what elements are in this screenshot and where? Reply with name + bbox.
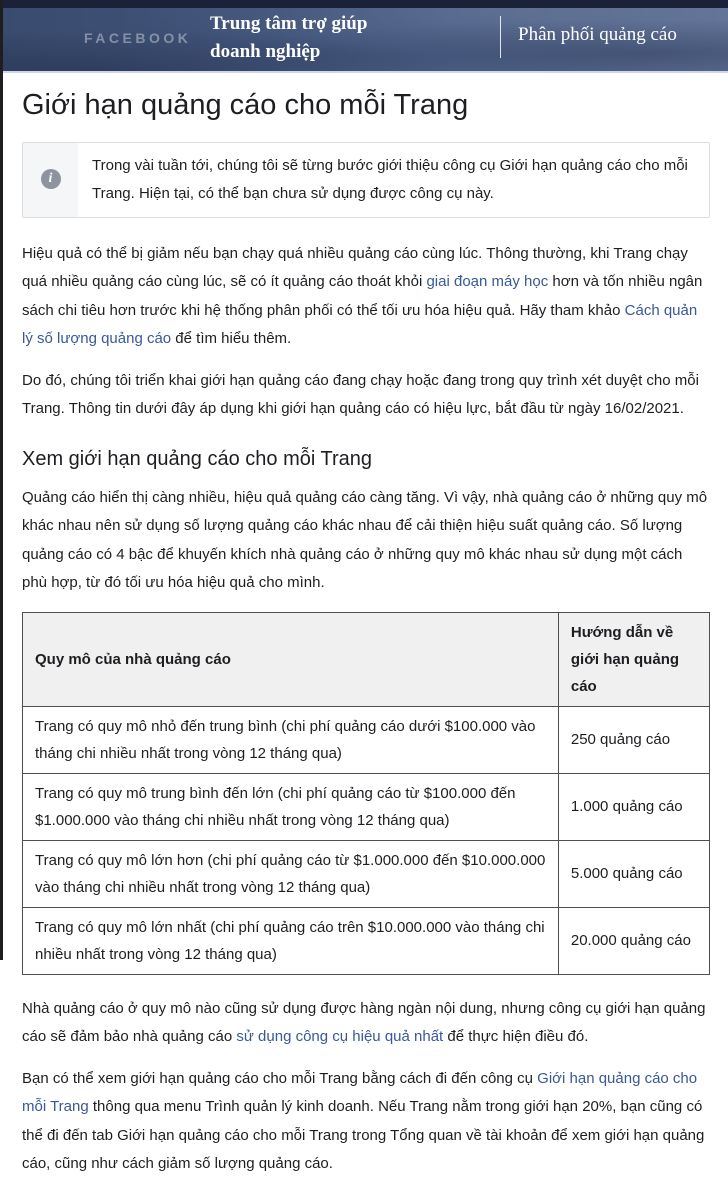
article-content xyxy=(0,89,728,1179)
table-row xyxy=(23,907,710,974)
column-header-advertiser-size: Quy mô của nhà quảng cáo xyxy=(23,612,559,706)
cell-size-tier-2: Trang có quy mô trung bình đến lớn (chi phí quảng cáo từ $100.000 đến $1.000.000 vào tháng chi nhiều nhất trong vòng 12 tháng qua) xyxy=(23,773,559,840)
site-title-line2: doanh nghiệp xyxy=(210,40,321,62)
site-title-line1: Trung tâm trợ giúp xyxy=(210,13,368,34)
table-row xyxy=(23,840,710,907)
cell-size-tier-3: Trang có quy mô lớn hơn (chi phí quảng cáo từ $1.000.000 đến $10.000.000 vào tháng chi nhiều nhất trong vòng 12 tháng qua) xyxy=(23,840,559,907)
paragraph-5-text-1: Bạn có thể xem giới hạn quảng cáo cho mỗi Trang bằng cách đi đến công cụ xyxy=(22,1069,538,1087)
facebook-logo[interactable]: FACEBOOK xyxy=(84,30,192,46)
cell-size-tier-4: Trang có quy mô lớn nhất (chi phí quảng cáo trên $10.000.000 vào tháng chi nhiều nhất trong vòng 12 tháng qua) xyxy=(23,907,559,974)
window-left-edge xyxy=(0,0,3,960)
info-icon: i xyxy=(41,169,61,189)
paragraph-4-text-2: để thực hiện điều đó. xyxy=(443,1028,589,1045)
info-notice-text: Trong vài tuần tới, chúng tôi sẽ từng bước giới thiệu công cụ Giới hạn quảng cáo cho mỗi Trang. Hiện tại, có thể bạn chưa sử dụng được công cụ này. xyxy=(92,157,688,202)
paragraph-1-text-2: hơn và tốn nhiều ngân sách chi tiêu hơn trước khi hệ thống phân phối có thể tối ưu hóa hiệu quả. Hãy tham khảo xyxy=(22,273,703,319)
help-center-header xyxy=(0,0,728,73)
section-heading: Xem giới hạn quảng cáo cho mỗi Trang xyxy=(22,447,372,470)
paragraph-4-text-1: Nhà quảng cáo ở quy mô nào cũng sử dụng được hàng ngàn nội dung, nhưng công cụ giới hạn quảng cáo sẽ đảm bảo nhà quảng cáo xyxy=(22,999,706,1045)
page-title: Giới hạn quảng cáo cho mỗi Trang xyxy=(22,89,469,121)
table-row xyxy=(23,773,710,840)
table-row xyxy=(23,706,710,773)
cell-limit-tier-1: 250 quảng cáo xyxy=(558,706,709,773)
paragraph-5-text-2: thông qua menu Trình quản lý kinh doanh. Nếu Trang nằm trong giới hạn 20%, bạn cũng có thể đi đến tab Giới hạn quảng cáo cho mỗi Trang trong Tổng quan về tài khoản để xem giới hạn quảng cáo, cũng như cách giảm số lượng quảng cáo. xyxy=(22,1098,705,1172)
info-notice-box xyxy=(22,142,710,218)
column-header-ad-limit: Hướng dẫn về giới hạn quảng cáo xyxy=(558,612,709,706)
site-title[interactable] xyxy=(210,10,367,65)
link-machine-learning-phase[interactable]: giai đoạn máy học xyxy=(426,273,549,290)
ad-limits-table xyxy=(22,612,710,975)
paragraph-1-text-3: để tìm hiểu thêm. xyxy=(171,330,292,347)
table-header-row xyxy=(23,612,710,706)
breadcrumb-section-label[interactable]: Phân phối quảng cáo xyxy=(518,24,677,45)
cell-limit-tier-4: 20.000 quảng cáo xyxy=(558,907,709,974)
paragraph-1-text-1: Hiệu quả có thể bị giảm nếu bạn chạy quá nhiều quảng cáo cùng lúc. Thông thường, khi Trang chạy quá nhiều quảng cáo cùng lúc, sẽ có ít quảng cáo thoát khỏi xyxy=(22,244,688,290)
info-notice-icon-panel xyxy=(23,143,78,217)
link-use-tool-most-effectively[interactable]: sử dụng công cụ hiệu quả nhất xyxy=(236,1028,444,1045)
paragraph-4 xyxy=(22,995,710,1052)
header-divider xyxy=(500,16,501,58)
cell-limit-tier-3: 5.000 quảng cáo xyxy=(558,840,709,907)
paragraph-3: Quảng cáo hiển thị càng nhiều, hiệu quả quảng cáo càng tăng. Vì vậy, nhà quảng cáo ở những quy mô khác nhau nên sử dụng số lượng quảng cáo khác nhau để cải thiện hiệu suất quảng cáo. Số lượng quảng cáo có 4 bậc để khuyến khích nhà quảng cáo ở những quy mô khác nhau sử dụng một cách phù hợp, từ đó tối ưu hóa hiệu quả cho mình. xyxy=(22,488,708,591)
paragraph-1 xyxy=(22,240,710,354)
paragraph-5 xyxy=(22,1065,710,1179)
paragraph-2: Do đó, chúng tôi triển khai giới hạn quảng cáo đang chạy hoặc đang trong quy trình xét duyệt cho mỗi Trang. Thông tin dưới đây áp dụng khi giới hạn quảng cáo có hiệu lực, bắt đầu từ ngày 16/02/2021. xyxy=(22,371,699,417)
cell-size-tier-1: Trang có quy mô nhỏ đến trung bình (chi phí quảng cáo dưới $100.000 vào tháng chi nhiều nhất trong vòng 12 tháng qua) xyxy=(23,706,559,773)
link-ad-limits-per-page-tool[interactable]: Giới hạn quảng cáo cho mỗi Trang xyxy=(22,1069,698,1115)
cell-limit-tier-2: 1.000 quảng cáo xyxy=(558,773,709,840)
link-manage-ad-volume[interactable]: Cách quản lý số lượng quảng cáo xyxy=(22,301,698,347)
